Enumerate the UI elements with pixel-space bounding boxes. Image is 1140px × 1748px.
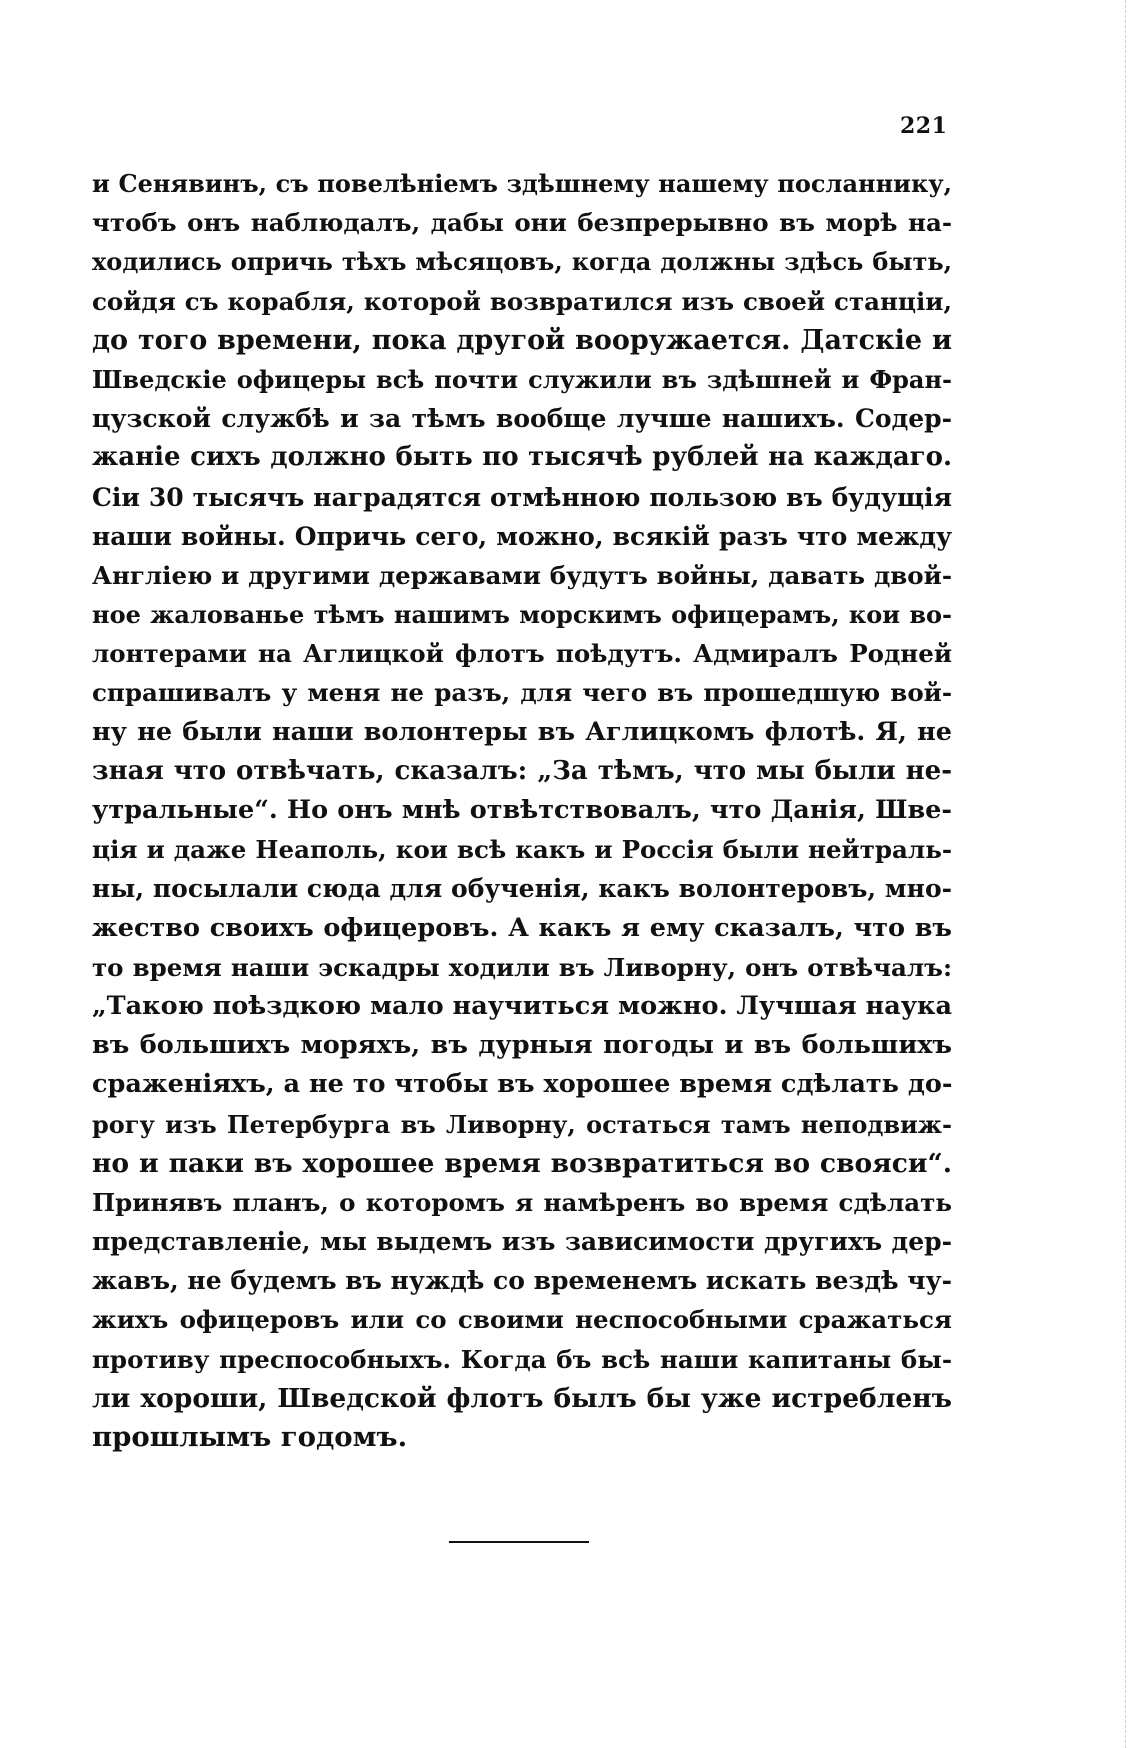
text-line: цузской службѣ и за тѣмъ вообще лучше нашихъ. Содер- bbox=[92, 404, 952, 434]
text-line: ходились опричь тѣхъ мѣсяцовъ, когда должны здѣсь быть, bbox=[92, 247, 952, 277]
section-end-rule bbox=[449, 1541, 589, 1543]
text-line: представленіе, мы выдемъ изъ зависимости другихъ дер- bbox=[92, 1227, 952, 1257]
text-line: утральные“. Но онъ мнѣ отвѣтствовалъ, что Данія, Шве- bbox=[92, 795, 952, 825]
text-line: рогу изъ Петербурга въ Ливорну, остаться тамъ неподвиж- bbox=[92, 1109, 952, 1139]
text-line: то время наши эскадры ходили въ Ливорну, онъ отвѣчалъ: bbox=[92, 952, 952, 982]
text-line: до того времени, пока другой вооружается. Датскіе и bbox=[92, 324, 952, 356]
body-text bbox=[92, 164, 952, 1457]
text-line: ція и даже Неаполь, кои всѣ какъ и Россія были нейтраль- bbox=[92, 835, 952, 865]
page-number: 221 bbox=[900, 113, 948, 139]
text-line: жаніе сихъ должно быть по тысячѣ рублей на каждаго. bbox=[92, 442, 952, 473]
text-line: ны, посылали сюда для обученія, какъ волонтеровъ, мно- bbox=[92, 874, 952, 904]
text-line: ну не были наши волонтеры въ Аглицкомъ флотѣ. Я, не bbox=[92, 716, 952, 747]
text-line: жество своихъ офицеровъ. А какъ я ему сказалъ, что въ bbox=[92, 912, 952, 943]
text-line: зная что отвѣчать, сказалъ: „За тѣмъ, что мы были не- bbox=[92, 755, 952, 786]
text-line: прошлымъ годомъ. bbox=[92, 1421, 408, 1453]
text-line: наши войны. Опричь сего, можно, всякій разъ что между bbox=[92, 521, 952, 551]
page-edge-line bbox=[1125, 0, 1126, 1748]
text-line: чтобъ онъ наблюдалъ, дабы они безпрерывно въ морѣ на- bbox=[92, 208, 952, 238]
text-line: но и паки въ хорошее время возвратиться во свояси“. bbox=[92, 1147, 952, 1179]
text-line: ное жалованье тѣмъ нашимъ морскимъ офицерамъ, кои во- bbox=[92, 600, 952, 630]
text-line: „Такою поѣздкою мало научиться можно. Лучшая наука bbox=[92, 990, 952, 1021]
text-line: жавъ, не будемъ въ нуждѣ со временемъ искать вездѣ чу- bbox=[92, 1266, 952, 1296]
text-line: спрашивалъ у меня не разъ, для чего въ прошедшую вой- bbox=[92, 678, 952, 708]
text-line: Англіею и другими державами будутъ войны, давать двой- bbox=[92, 560, 952, 590]
text-line: Шведскіе офицеры всѣ почти служили въ здѣшней и Фран- bbox=[92, 364, 952, 394]
text-line: ли хороши, Шведской флотъ былъ бы уже истребленъ bbox=[92, 1382, 952, 1414]
text-line: лонтерами на Аглицкой флотъ поѣдутъ. Адмиралъ Родней bbox=[92, 639, 952, 669]
text-line: противу преспособныхъ. Когда бъ всѣ наши капитаны бы- bbox=[92, 1344, 952, 1374]
text-line: сойдя съ корабля, которой возвратился изъ своей станціи, bbox=[92, 286, 952, 316]
text-line: Сіи 30 тысячъ наградятся отмѣнною пользою въ будущія bbox=[92, 482, 952, 512]
text-line: сраженіяхъ, а не то чтобы въ хорошее время сдѣлать до- bbox=[92, 1069, 953, 1100]
text-line: и Сенявинъ, съ повелѣніемъ здѣшнему нашему посланнику, bbox=[92, 169, 952, 198]
text-line: жихъ офицеровъ или со своими неспособными сражаться bbox=[92, 1305, 952, 1335]
text-line: Принявъ планъ, о которомъ я намѣренъ во время сдѣлать bbox=[92, 1187, 952, 1217]
text-line: въ большихъ моряхъ, въ дурныя погоды и въ большихъ bbox=[92, 1030, 952, 1061]
